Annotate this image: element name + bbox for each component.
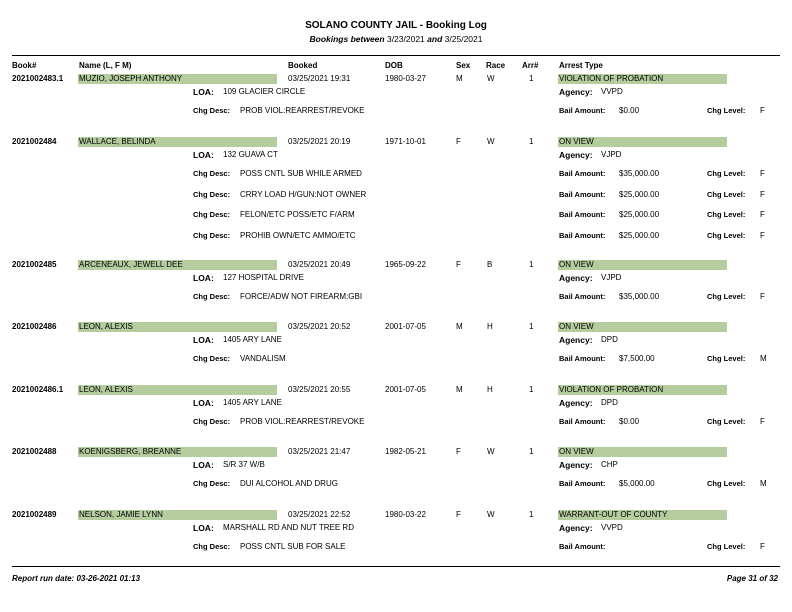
bail-amount: $0.00 — [619, 106, 640, 115]
charge-description: VANDALISM — [240, 354, 286, 363]
charge-description: CRRY LOAD H/GUN:NOT OWNER — [240, 189, 367, 199]
col-header-arr: Arr# — [522, 61, 539, 70]
booked-datetime: 03/25/2021 21:47 — [288, 447, 351, 456]
loa-label: LOA: — [193, 460, 214, 470]
charge-description: POSS CNTL SUB FOR SALE — [240, 542, 346, 551]
sex: F — [456, 447, 461, 456]
bail-amount: $5,000.00 — [619, 479, 655, 488]
subtitle-start-date: 3/23/2021 — [386, 34, 425, 44]
bail-amount-label: Bail Amount: — [559, 210, 606, 219]
bail-amount-label: Bail Amount: — [559, 354, 606, 363]
bail-amount-label: Bail Amount: — [559, 417, 606, 426]
agency-label: Agency: — [559, 398, 593, 408]
inmate-name: KOENIGSBERG, BREANNE — [78, 447, 277, 457]
arrest-number: 1 — [529, 322, 534, 331]
book-number: 2021002485 — [12, 260, 57, 269]
header-rule — [12, 55, 780, 56]
charge-level-label: Chg Level: — [707, 169, 746, 178]
charge-desc-label: Chg Desc: — [193, 479, 231, 488]
inmate-name: ARCENEAUX, JEWELL DEE — [78, 260, 277, 270]
race: H — [487, 322, 493, 331]
agency-value: CHP — [601, 460, 618, 469]
report-run-date: Report run date: 03-26-2021 01:13 — [12, 574, 141, 583]
sex: M — [456, 74, 463, 83]
race: B — [487, 260, 493, 269]
charge-desc-label: Chg Desc: — [193, 417, 231, 426]
agency-value: VVPD — [601, 87, 623, 96]
bail-amount: $25,000.00 — [619, 230, 660, 240]
arrest-type: VIOLATION OF PROBATION — [558, 385, 727, 395]
sex: F — [456, 510, 461, 519]
agency-value: DPD — [601, 398, 618, 407]
agency-label: Agency: — [559, 150, 593, 160]
date-of-birth: 2001-07-05 — [385, 385, 426, 394]
loa-value: 109 GLACIER CIRCLE — [223, 87, 306, 96]
race: W — [487, 137, 495, 146]
loa-value: 1405 ARY LANE — [223, 335, 282, 344]
book-number: 2021002484 — [12, 137, 57, 146]
charge-description: FORCE/ADW NOT FIREARM:GBI — [240, 292, 363, 301]
agency-label: Agency: — [559, 335, 593, 345]
report-title: SOLANO COUNTY JAIL - Booking Log — [305, 20, 487, 31]
charge-description: PROB VIOL:REARREST/REVOKE — [240, 106, 365, 115]
charge-level-label: Chg Level: — [707, 417, 746, 426]
loa-label: LOA: — [193, 398, 214, 408]
arrest-type: ON VIEW — [558, 447, 727, 457]
bail-amount: $35,000.00 — [619, 292, 660, 301]
charge-level: M — [760, 354, 767, 363]
charge-level-label: Chg Level: — [707, 189, 746, 199]
charge-desc-label: Chg Desc: — [193, 230, 231, 240]
charge-description: PROHIB OWN/ETC AMMO/ETC — [240, 230, 356, 240]
subtitle-prefix: Bookings between — [309, 34, 385, 44]
arrest-number: 1 — [529, 510, 534, 519]
agency-value: VJPD — [601, 150, 622, 159]
col-header-name: Name (L, F M) — [79, 61, 132, 70]
date-of-birth: 2001-07-05 — [385, 322, 426, 331]
date-of-birth: 1980-03-27 — [385, 74, 426, 83]
col-header-race: Race — [486, 61, 506, 70]
book-number: 2021002488 — [12, 447, 57, 456]
bail-amount-label: Bail Amount: — [559, 479, 606, 488]
booked-datetime: 03/25/2021 20:19 — [288, 137, 351, 146]
charge-desc-label: Chg Desc: — [193, 106, 231, 115]
bail-amount-label: Bail Amount: — [559, 106, 606, 115]
booked-datetime: 03/25/2021 20:49 — [288, 260, 351, 269]
bail-amount: $35,000.00 — [619, 169, 660, 178]
inmate-name: LEON, ALEXIS — [78, 322, 277, 332]
charge-level-label: Chg Level: — [707, 210, 746, 219]
loa-label: LOA: — [193, 523, 214, 533]
charge-desc-label: Chg Desc: — [193, 169, 231, 178]
arrest-number: 1 — [529, 260, 534, 269]
booked-datetime: 03/25/2021 20:55 — [288, 385, 351, 394]
date-of-birth: 1982-05-21 — [385, 447, 426, 456]
agency-label: Agency: — [559, 460, 593, 470]
race: W — [487, 510, 495, 519]
col-header-book: Book# — [12, 61, 37, 70]
loa-label: LOA: — [193, 335, 214, 345]
subtitle-end-date: 3/25/2021 — [444, 34, 483, 44]
charge-level-label: Chg Level: — [707, 479, 746, 488]
sex: F — [456, 260, 461, 269]
bail-amount-label: Bail Amount: — [559, 169, 606, 178]
date-of-birth: 1980-03-22 — [385, 510, 426, 519]
charge-level-label: Chg Level: — [707, 354, 746, 363]
agency-label: Agency: — [559, 87, 593, 97]
bail-amount: $25,000.00 — [619, 210, 660, 219]
agency-label: Agency: — [559, 523, 593, 533]
sex: M — [456, 385, 463, 394]
book-number: 2021002489 — [12, 510, 57, 519]
subtitle-and: and — [427, 34, 443, 44]
arrest-type: ON VIEW — [558, 137, 727, 147]
charge-level: F — [760, 210, 765, 219]
arrest-number: 1 — [529, 447, 534, 456]
bail-amount: $25,000.00 — [619, 189, 660, 199]
inmate-name: NELSON, JAMIE LYNN — [78, 510, 277, 520]
bail-amount: $0.00 — [619, 417, 640, 426]
charge-desc-label: Chg Desc: — [193, 354, 231, 363]
charge-level-label: Chg Level: — [707, 230, 746, 240]
agency-value: VVPD — [601, 523, 623, 532]
charge-level: F — [760, 542, 765, 551]
charge-description: PROB VIOL:REARREST/REVOKE — [240, 417, 365, 426]
charge-level: M — [760, 479, 767, 488]
charge-level-label: Chg Level: — [707, 542, 746, 551]
loa-label: LOA: — [193, 150, 214, 160]
book-number: 2021002486 — [12, 322, 57, 331]
charge-level: F — [760, 230, 765, 240]
charge-desc-label: Chg Desc: — [193, 210, 231, 219]
inmate-name: MUZIO, JOSEPH ANTHONY — [78, 74, 277, 84]
col-header-arrest-type: Arrest Type — [559, 61, 603, 70]
charge-level-label: Chg Level: — [707, 106, 746, 115]
charge-level: F — [760, 292, 765, 301]
col-header-sex: Sex — [456, 61, 471, 70]
report-subtitle — [0, 34, 792, 44]
charge-level-label: Chg Level: — [707, 292, 746, 301]
footer-rule — [12, 566, 780, 567]
loa-value: MARSHALL RD AND NUT TREE RD — [223, 523, 354, 532]
loa-value: 1405 ARY LANE — [223, 398, 282, 407]
charge-level: F — [760, 106, 765, 115]
inmate-name: WALLACE, BELINDA — [78, 137, 277, 147]
charge-description: POSS CNTL SUB WHILE ARMED — [240, 169, 362, 178]
booked-datetime: 03/25/2021 22:52 — [288, 510, 351, 519]
inmate-name: LEON, ALEXIS — [78, 385, 277, 395]
arrest-type: ON VIEW — [558, 260, 727, 270]
charge-desc-label: Chg Desc: — [193, 189, 231, 199]
arrest-number: 1 — [529, 385, 534, 394]
charge-desc-label: Chg Desc: — [193, 542, 231, 551]
bail-amount-label: Bail Amount: — [559, 292, 606, 301]
charge-level: F — [760, 169, 765, 178]
race: W — [487, 74, 495, 83]
charge-level: F — [760, 189, 765, 199]
agency-value: DPD — [601, 335, 618, 344]
page-number: Page 31 of 32 — [726, 574, 778, 583]
loa-value: 132 GUAVA CT — [223, 150, 278, 159]
agency-value: VJPD — [601, 273, 622, 282]
sex: F — [456, 137, 461, 146]
race: W — [487, 447, 495, 456]
bail-amount-label: Bail Amount: — [559, 230, 606, 240]
sex: M — [456, 322, 463, 331]
arrest-number: 1 — [529, 137, 534, 146]
loa-value: 127 HOSPITAL DRIVE — [223, 273, 304, 282]
bail-amount-label: Bail Amount: — [559, 189, 606, 199]
arrest-type: ON VIEW — [558, 322, 727, 332]
booked-datetime: 03/25/2021 19:31 — [288, 74, 351, 83]
agency-label: Agency: — [559, 273, 593, 283]
charge-level: F — [760, 417, 765, 426]
loa-value: S/R 37 W/B — [223, 460, 265, 469]
col-header-dob: DOB — [385, 61, 403, 70]
arrest-type: WARRANT-OUT OF COUNTY — [558, 510, 727, 520]
book-number: 2021002486.1 — [12, 385, 64, 394]
col-header-booked: Booked — [288, 61, 318, 70]
charge-desc-label: Chg Desc: — [193, 292, 231, 301]
arrest-number: 1 — [529, 74, 534, 83]
booked-datetime: 03/25/2021 20:52 — [288, 322, 351, 331]
loa-label: LOA: — [193, 87, 214, 97]
bail-amount: $7,500.00 — [619, 354, 655, 363]
loa-label: LOA: — [193, 273, 214, 283]
race: H — [487, 385, 493, 394]
date-of-birth: 1971-10-01 — [385, 137, 426, 146]
charge-description: DUI ALCOHOL AND DRUG — [240, 479, 338, 488]
date-of-birth: 1965-09-22 — [385, 260, 426, 269]
charge-description: FELON/ETC POSS/ETC F/ARM — [240, 210, 355, 219]
book-number: 2021002483.1 — [12, 74, 64, 83]
bail-amount-label: Bail Amount: — [559, 542, 606, 551]
arrest-type: VIOLATION OF PROBATION — [558, 74, 727, 84]
